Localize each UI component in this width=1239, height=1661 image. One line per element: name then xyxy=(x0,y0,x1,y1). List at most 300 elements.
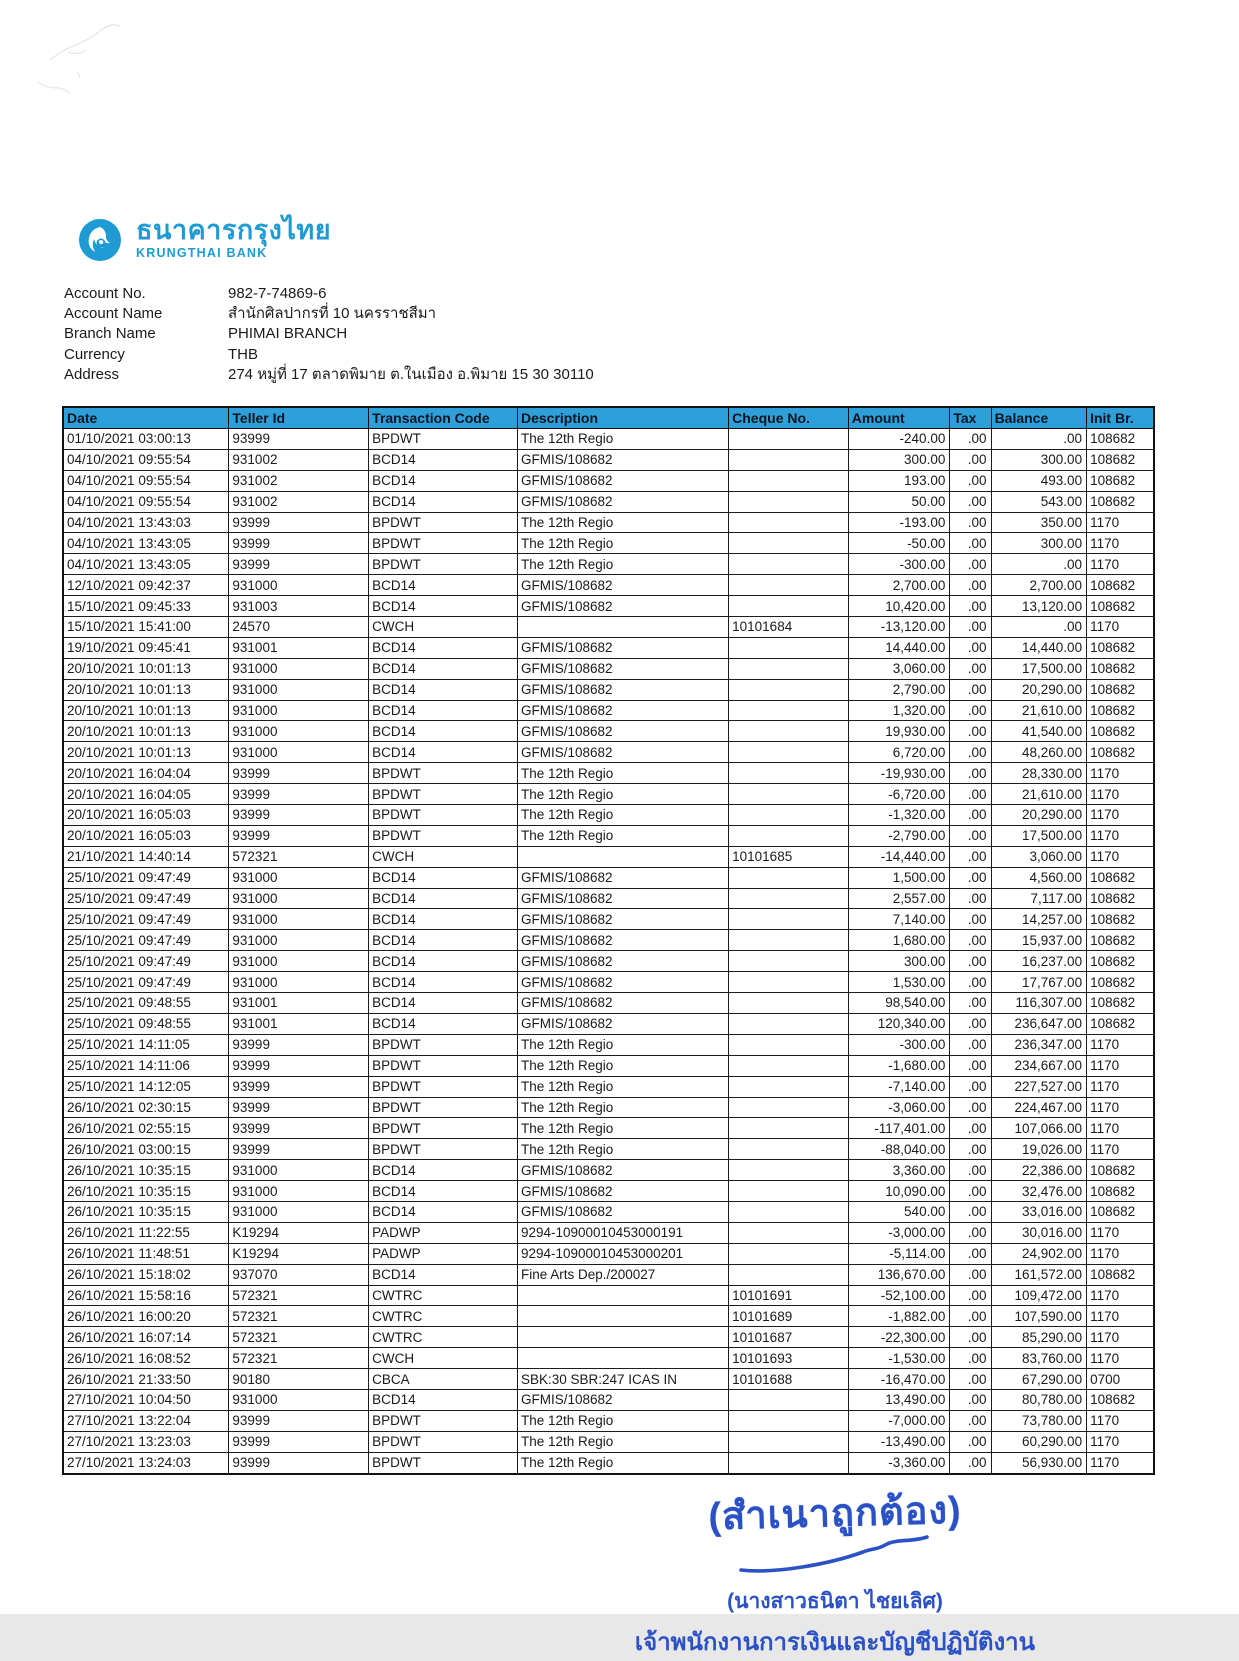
cell-description: 9294-10900010453000201 xyxy=(517,1243,728,1264)
cell-description: GFMIS/108682 xyxy=(517,867,728,888)
cell-teller-id: 931002 xyxy=(229,470,369,491)
cell-balance: 67,290.00 xyxy=(991,1369,1087,1390)
cell-balance: 17,500.00 xyxy=(991,825,1087,846)
cell-tax: .00 xyxy=(950,1389,991,1410)
cell-transaction-code: BPDWT xyxy=(369,554,518,575)
cell-date: 25/10/2021 09:48:55 xyxy=(63,993,229,1014)
table-row xyxy=(63,1201,1154,1222)
column-header-description: Description xyxy=(517,407,728,429)
cell-date: 04/10/2021 09:55:54 xyxy=(63,491,229,512)
cell-cheque-no xyxy=(729,470,849,491)
cell-description: GFMIS/108682 xyxy=(517,1013,728,1034)
cell-amount: 300.00 xyxy=(848,951,950,972)
cell-tax: .00 xyxy=(950,596,991,617)
cell-date: 26/10/2021 10:35:15 xyxy=(63,1201,229,1222)
account-name-row xyxy=(64,303,594,323)
cell-tax: .00 xyxy=(950,554,991,575)
cell-description xyxy=(517,617,728,638)
cell-transaction-code: BCD14 xyxy=(369,993,518,1014)
cell-tax: .00 xyxy=(950,658,991,679)
cell-date: 25/10/2021 09:47:49 xyxy=(63,909,229,930)
cell-transaction-code: BPDWT xyxy=(369,1410,518,1431)
cell-description: The 12th Regio xyxy=(517,1034,728,1055)
cell-description: The 12th Regio xyxy=(517,512,728,533)
cell-transaction-code: BPDWT xyxy=(369,1118,518,1139)
cell-tax: .00 xyxy=(950,1201,991,1222)
cell-cheque-no xyxy=(729,1139,849,1160)
cell-teller-id: 931000 xyxy=(229,1181,369,1202)
cell-balance: 161,572.00 xyxy=(991,1264,1087,1285)
cell-cheque-no xyxy=(729,763,849,784)
table-row xyxy=(63,805,1154,826)
cell-cheque-no: 10101684 xyxy=(729,617,849,638)
cell-balance: 83,760.00 xyxy=(991,1348,1087,1369)
cell-init-br: 108682 xyxy=(1087,993,1154,1014)
cell-balance: 300.00 xyxy=(991,533,1087,554)
branch-name-value: PHIMAI BRANCH xyxy=(228,325,348,343)
currency-value: THB xyxy=(228,345,258,363)
cell-cheque-no: 10101688 xyxy=(729,1369,849,1390)
cell-date: 26/10/2021 15:18:02 xyxy=(63,1264,229,1285)
cell-description: The 12th Regio xyxy=(517,1076,728,1097)
cell-cheque-no xyxy=(729,742,849,763)
cell-amount: -19,930.00 xyxy=(848,763,950,784)
account-no-row xyxy=(64,283,594,303)
cell-description: GFMIS/108682 xyxy=(517,470,728,491)
cell-description: The 12th Regio xyxy=(517,1410,728,1431)
cell-balance: 4,560.00 xyxy=(991,867,1087,888)
cell-balance: .00 xyxy=(991,554,1087,575)
account-name-label: Account Name xyxy=(64,304,163,322)
cell-transaction-code: CWTRC xyxy=(369,1306,518,1327)
cell-teller-id: 931000 xyxy=(229,909,369,930)
cell-amount: -300.00 xyxy=(848,1034,950,1055)
cell-transaction-code: BCD14 xyxy=(369,888,518,909)
cell-tax: .00 xyxy=(950,449,991,470)
cell-description xyxy=(517,1348,728,1369)
cell-init-br: 108682 xyxy=(1087,575,1154,596)
cell-amount: -240.00 xyxy=(848,429,950,450)
column-header-init-br: Init Br. xyxy=(1087,407,1154,429)
cell-teller-id: 93999 xyxy=(229,1118,369,1139)
cell-transaction-code: CBCA xyxy=(369,1369,518,1390)
table-row xyxy=(63,429,1154,450)
table-row xyxy=(63,700,1154,721)
table-row xyxy=(63,972,1154,993)
table-header-row xyxy=(63,407,1154,429)
cell-transaction-code: PADWP xyxy=(369,1243,518,1264)
cell-tax: .00 xyxy=(950,805,991,826)
account-no-value: 982-7-74869-6 xyxy=(228,284,327,302)
cell-amount: 98,540.00 xyxy=(848,993,950,1014)
cell-cheque-no xyxy=(729,679,849,700)
cell-teller-id: 931000 xyxy=(229,679,369,700)
cell-transaction-code: BPDWT xyxy=(369,1097,518,1118)
cell-teller-id: 931000 xyxy=(229,888,369,909)
cell-balance: 107,590.00 xyxy=(991,1306,1087,1327)
cell-amount: -3,360.00 xyxy=(848,1452,950,1473)
cell-date: 26/10/2021 16:08:52 xyxy=(63,1348,229,1369)
cell-amount: -14,440.00 xyxy=(848,846,950,867)
cell-amount: -6,720.00 xyxy=(848,784,950,805)
cell-transaction-code: BPDWT xyxy=(369,429,518,450)
cell-teller-id: 931000 xyxy=(229,721,369,742)
cell-init-br: 1170 xyxy=(1087,1097,1154,1118)
cell-teller-id: K19294 xyxy=(229,1222,369,1243)
cell-tax: .00 xyxy=(950,533,991,554)
cell-description: GFMIS/108682 xyxy=(517,909,728,930)
cell-date: 25/10/2021 09:47:49 xyxy=(63,867,229,888)
cell-tax: .00 xyxy=(950,1264,991,1285)
cell-description: 9294-10900010453000191 xyxy=(517,1222,728,1243)
cell-description: The 12th Regio xyxy=(517,1055,728,1076)
cell-tax: .00 xyxy=(950,846,991,867)
cell-cheque-no: 10101685 xyxy=(729,846,849,867)
cell-balance: 227,527.00 xyxy=(991,1076,1087,1097)
cell-init-br: 108682 xyxy=(1087,742,1154,763)
cell-init-br: 108682 xyxy=(1087,888,1154,909)
table-row xyxy=(63,449,1154,470)
cell-tax: .00 xyxy=(950,888,991,909)
cell-teller-id: 931001 xyxy=(229,637,369,658)
cell-tax: .00 xyxy=(950,1410,991,1431)
cell-transaction-code: BPDWT xyxy=(369,533,518,554)
cell-transaction-code: BCD14 xyxy=(369,909,518,930)
address-value: 274 หมู่ที่ 17 ตลาดพิมาย ต.ในเมือง อ.พิมาย 15 30 30110 xyxy=(228,366,594,384)
cell-amount: 1,320.00 xyxy=(848,700,950,721)
cell-amount: 2,557.00 xyxy=(848,888,950,909)
table-row xyxy=(63,1306,1154,1327)
table-row xyxy=(63,575,1154,596)
cell-transaction-code: BPDWT xyxy=(369,1076,518,1097)
cell-teller-id: 93999 xyxy=(229,554,369,575)
cell-balance: 109,472.00 xyxy=(991,1285,1087,1306)
table-row xyxy=(63,846,1154,867)
table-row xyxy=(63,617,1154,638)
table-row xyxy=(63,1369,1154,1390)
cell-description xyxy=(517,1285,728,1306)
cell-amount: 19,930.00 xyxy=(848,721,950,742)
cell-cheque-no xyxy=(729,429,849,450)
cell-transaction-code: BPDWT xyxy=(369,512,518,533)
cell-tax: .00 xyxy=(950,1076,991,1097)
cell-description: GFMIS/108682 xyxy=(517,993,728,1014)
cell-init-br: 1170 xyxy=(1087,1118,1154,1139)
cell-description: GFMIS/108682 xyxy=(517,658,728,679)
cell-date: 20/10/2021 16:04:04 xyxy=(63,763,229,784)
cell-date: 15/10/2021 09:45:33 xyxy=(63,596,229,617)
table-row xyxy=(63,1264,1154,1285)
cell-balance: 21,610.00 xyxy=(991,700,1087,721)
cell-transaction-code: CWCH xyxy=(369,846,518,867)
table-row xyxy=(63,491,1154,512)
cell-tax: .00 xyxy=(950,512,991,533)
cell-cheque-no xyxy=(729,1034,849,1055)
cell-amount: 1,500.00 xyxy=(848,867,950,888)
cell-amount: 10,090.00 xyxy=(848,1181,950,1202)
cell-init-br: 1170 xyxy=(1087,1139,1154,1160)
cell-date: 21/10/2021 14:40:14 xyxy=(63,846,229,867)
cell-transaction-code: BPDWT xyxy=(369,1431,518,1452)
cell-description: GFMIS/108682 xyxy=(517,888,728,909)
cell-balance: 543.00 xyxy=(991,491,1087,512)
cell-cheque-no: 10101693 xyxy=(729,1348,849,1369)
cell-init-br: 108682 xyxy=(1087,700,1154,721)
cell-tax: .00 xyxy=(950,867,991,888)
cell-balance: 20,290.00 xyxy=(991,679,1087,700)
cell-teller-id: 931003 xyxy=(229,596,369,617)
cell-date: 04/10/2021 09:55:54 xyxy=(63,470,229,491)
cell-tax: .00 xyxy=(950,1285,991,1306)
cell-amount: -7,140.00 xyxy=(848,1076,950,1097)
cell-date: 26/10/2021 03:00:15 xyxy=(63,1139,229,1160)
cell-teller-id: 931000 xyxy=(229,742,369,763)
table-row xyxy=(63,1348,1154,1369)
cell-description: GFMIS/108682 xyxy=(517,721,728,742)
account-info-block xyxy=(64,283,594,384)
cell-init-br: 1170 xyxy=(1087,1452,1154,1473)
cell-init-br: 108682 xyxy=(1087,909,1154,930)
cell-transaction-code: BCD14 xyxy=(369,721,518,742)
cell-date: 26/10/2021 10:35:15 xyxy=(63,1181,229,1202)
branch-name-label: Branch Name xyxy=(64,325,156,343)
cell-cheque-no xyxy=(729,825,849,846)
branch-name-row xyxy=(64,324,594,344)
cell-date: 20/10/2021 10:01:13 xyxy=(63,742,229,763)
cell-teller-id: 93999 xyxy=(229,805,369,826)
cell-init-br: 1170 xyxy=(1087,784,1154,805)
cell-transaction-code: BPDWT xyxy=(369,763,518,784)
cell-description: GFMIS/108682 xyxy=(517,679,728,700)
cell-description: GFMIS/108682 xyxy=(517,972,728,993)
cell-tax: .00 xyxy=(950,429,991,450)
cell-transaction-code: BCD14 xyxy=(369,700,518,721)
cell-amount: -16,470.00 xyxy=(848,1369,950,1390)
cell-balance: 19,026.00 xyxy=(991,1139,1087,1160)
account-no-label: Account No. xyxy=(64,284,146,302)
cell-balance: 85,290.00 xyxy=(991,1327,1087,1348)
cell-tax: .00 xyxy=(950,617,991,638)
cell-teller-id: 572321 xyxy=(229,1348,369,1369)
cell-init-br: 108682 xyxy=(1087,449,1154,470)
cell-amount: 50.00 xyxy=(848,491,950,512)
cell-description: The 12th Regio xyxy=(517,805,728,826)
cell-amount: -300.00 xyxy=(848,554,950,575)
cell-teller-id: 93999 xyxy=(229,1097,369,1118)
cell-amount: 3,360.00 xyxy=(848,1160,950,1181)
cell-amount: -7,000.00 xyxy=(848,1410,950,1431)
cell-balance: 2,700.00 xyxy=(991,575,1087,596)
cell-teller-id: K19294 xyxy=(229,1243,369,1264)
cell-balance: 20,290.00 xyxy=(991,805,1087,826)
table-row xyxy=(63,721,1154,742)
column-header-amount: Amount xyxy=(848,407,950,429)
cell-description: The 12th Regio xyxy=(517,1097,728,1118)
cell-teller-id: 931000 xyxy=(229,1389,369,1410)
cell-tax: .00 xyxy=(950,930,991,951)
cell-cheque-no: 10101689 xyxy=(729,1306,849,1327)
cell-init-br: 1170 xyxy=(1087,1431,1154,1452)
cell-transaction-code: BCD14 xyxy=(369,1160,518,1181)
cell-teller-id: 93999 xyxy=(229,1076,369,1097)
cell-tax: .00 xyxy=(950,1097,991,1118)
table-row xyxy=(63,658,1154,679)
column-header-transaction-code: Transaction Code xyxy=(369,407,518,429)
certified-copy-text: (สำเนาถูกต้อง) xyxy=(707,1489,963,1539)
cell-amount: 2,790.00 xyxy=(848,679,950,700)
cell-init-br: 108682 xyxy=(1087,679,1154,700)
cell-balance: 116,307.00 xyxy=(991,993,1087,1014)
cell-teller-id: 572321 xyxy=(229,846,369,867)
cell-teller-id: 931000 xyxy=(229,575,369,596)
cell-cheque-no xyxy=(729,1076,849,1097)
cell-teller-id: 93999 xyxy=(229,1452,369,1473)
cell-cheque-no xyxy=(729,1410,849,1431)
cell-init-br: 108682 xyxy=(1087,1389,1154,1410)
cell-date: 25/10/2021 09:47:49 xyxy=(63,972,229,993)
cell-cheque-no xyxy=(729,1201,849,1222)
table-row xyxy=(63,1285,1154,1306)
cell-teller-id: 931002 xyxy=(229,449,369,470)
cell-tax: .00 xyxy=(950,763,991,784)
table-row xyxy=(63,637,1154,658)
cell-description: GFMIS/108682 xyxy=(517,491,728,512)
cell-cheque-no xyxy=(729,930,849,951)
cell-tax: .00 xyxy=(950,993,991,1014)
cell-cheque-no xyxy=(729,1097,849,1118)
cell-balance: 224,467.00 xyxy=(991,1097,1087,1118)
cell-teller-id: 24570 xyxy=(229,617,369,638)
cell-teller-id: 931000 xyxy=(229,867,369,888)
cell-cheque-no xyxy=(729,1181,849,1202)
cell-transaction-code: BCD14 xyxy=(369,1181,518,1202)
cell-amount: 7,140.00 xyxy=(848,909,950,930)
table-row xyxy=(63,930,1154,951)
table-row xyxy=(63,470,1154,491)
cell-amount: 14,440.00 xyxy=(848,637,950,658)
cell-date: 26/10/2021 02:55:15 xyxy=(63,1118,229,1139)
cell-teller-id: 93999 xyxy=(229,533,369,554)
cell-init-br: 1170 xyxy=(1087,1034,1154,1055)
cell-transaction-code: BCD14 xyxy=(369,491,518,512)
cell-date: 20/10/2021 16:05:03 xyxy=(63,825,229,846)
table-row xyxy=(63,993,1154,1014)
cell-transaction-code: BCD14 xyxy=(369,575,518,596)
cell-cheque-no xyxy=(729,637,849,658)
cell-transaction-code: BCD14 xyxy=(369,637,518,658)
cell-description: Fine Arts Dep./200027 xyxy=(517,1264,728,1285)
cell-balance: 13,120.00 xyxy=(991,596,1087,617)
cell-amount: -5,114.00 xyxy=(848,1243,950,1264)
cell-transaction-code: BCD14 xyxy=(369,742,518,763)
cell-transaction-code: BCD14 xyxy=(369,1013,518,1034)
cell-transaction-code: BCD14 xyxy=(369,1201,518,1222)
table-row xyxy=(63,1243,1154,1264)
table-row xyxy=(63,554,1154,575)
cell-teller-id: 572321 xyxy=(229,1306,369,1327)
cell-cheque-no xyxy=(729,721,849,742)
cell-transaction-code: BCD14 xyxy=(369,867,518,888)
cell-init-br: 108682 xyxy=(1087,972,1154,993)
cell-description: The 12th Regio xyxy=(517,554,728,575)
cell-amount: 2,700.00 xyxy=(848,575,950,596)
cell-cheque-no xyxy=(729,512,849,533)
bank-name-english: KRUNGTHAI BANK xyxy=(136,245,268,260)
cell-amount: -2,790.00 xyxy=(848,825,950,846)
cell-teller-id: 93999 xyxy=(229,784,369,805)
cell-init-br: 1170 xyxy=(1087,1243,1154,1264)
cell-amount: 1,530.00 xyxy=(848,972,950,993)
cell-date: 04/10/2021 13:43:03 xyxy=(63,512,229,533)
cell-init-br: 108682 xyxy=(1087,1160,1154,1181)
cell-balance: 60,290.00 xyxy=(991,1431,1087,1452)
cell-cheque-no xyxy=(729,805,849,826)
bank-name-thai: ธนาคารกรุงไทย xyxy=(136,214,332,245)
table-row xyxy=(63,909,1154,930)
cell-teller-id: 931000 xyxy=(229,658,369,679)
certified-copy-stamp xyxy=(615,1482,1055,1661)
cell-description: GFMIS/108682 xyxy=(517,1389,728,1410)
table-row xyxy=(63,1013,1154,1034)
cell-init-br: 1170 xyxy=(1087,617,1154,638)
cell-description: The 12th Regio xyxy=(517,1118,728,1139)
cell-teller-id: 93999 xyxy=(229,825,369,846)
cell-transaction-code: BPDWT xyxy=(369,825,518,846)
cell-balance: 41,540.00 xyxy=(991,721,1087,742)
cell-init-br: 1170 xyxy=(1087,1055,1154,1076)
krungthai-logo xyxy=(74,212,331,264)
cell-cheque-no xyxy=(729,1452,849,1473)
cell-description: The 12th Regio xyxy=(517,1452,728,1473)
cell-date: 20/10/2021 10:01:13 xyxy=(63,679,229,700)
cell-balance: 24,902.00 xyxy=(991,1243,1087,1264)
cell-cheque-no: 10101687 xyxy=(729,1327,849,1348)
cell-init-br: 108682 xyxy=(1087,491,1154,512)
table-row xyxy=(63,867,1154,888)
cell-init-br: 0700 xyxy=(1087,1369,1154,1390)
cell-teller-id: 931001 xyxy=(229,1013,369,1034)
table-row xyxy=(63,1076,1154,1097)
cell-cheque-no xyxy=(729,993,849,1014)
cell-transaction-code: BCD14 xyxy=(369,1389,518,1410)
cell-init-br: 108682 xyxy=(1087,721,1154,742)
cell-date: 20/10/2021 10:01:13 xyxy=(63,721,229,742)
table-row xyxy=(63,1118,1154,1139)
cell-balance: 3,060.00 xyxy=(991,846,1087,867)
cell-teller-id: 93999 xyxy=(229,512,369,533)
cell-amount: -88,040.00 xyxy=(848,1139,950,1160)
cell-transaction-code: BCD14 xyxy=(369,951,518,972)
cell-balance: 493.00 xyxy=(991,470,1087,491)
cell-balance: 234,667.00 xyxy=(991,1055,1087,1076)
cell-transaction-code: CWCH xyxy=(369,617,518,638)
cell-tax: .00 xyxy=(950,470,991,491)
cell-teller-id: 93999 xyxy=(229,429,369,450)
cell-tax: .00 xyxy=(950,700,991,721)
cell-description: The 12th Regio xyxy=(517,763,728,784)
cell-amount: -193.00 xyxy=(848,512,950,533)
cell-date: 01/10/2021 03:00:13 xyxy=(63,429,229,450)
cell-amount: 10,420.00 xyxy=(848,596,950,617)
cell-tax: .00 xyxy=(950,1013,991,1034)
cell-date: 25/10/2021 09:47:49 xyxy=(63,951,229,972)
cell-balance: 80,780.00 xyxy=(991,1389,1087,1410)
table-row xyxy=(63,1222,1154,1243)
cell-init-br: 108682 xyxy=(1087,951,1154,972)
cell-date: 20/10/2021 10:01:13 xyxy=(63,700,229,721)
table-row xyxy=(63,888,1154,909)
cell-date: 26/10/2021 11:48:51 xyxy=(63,1243,229,1264)
